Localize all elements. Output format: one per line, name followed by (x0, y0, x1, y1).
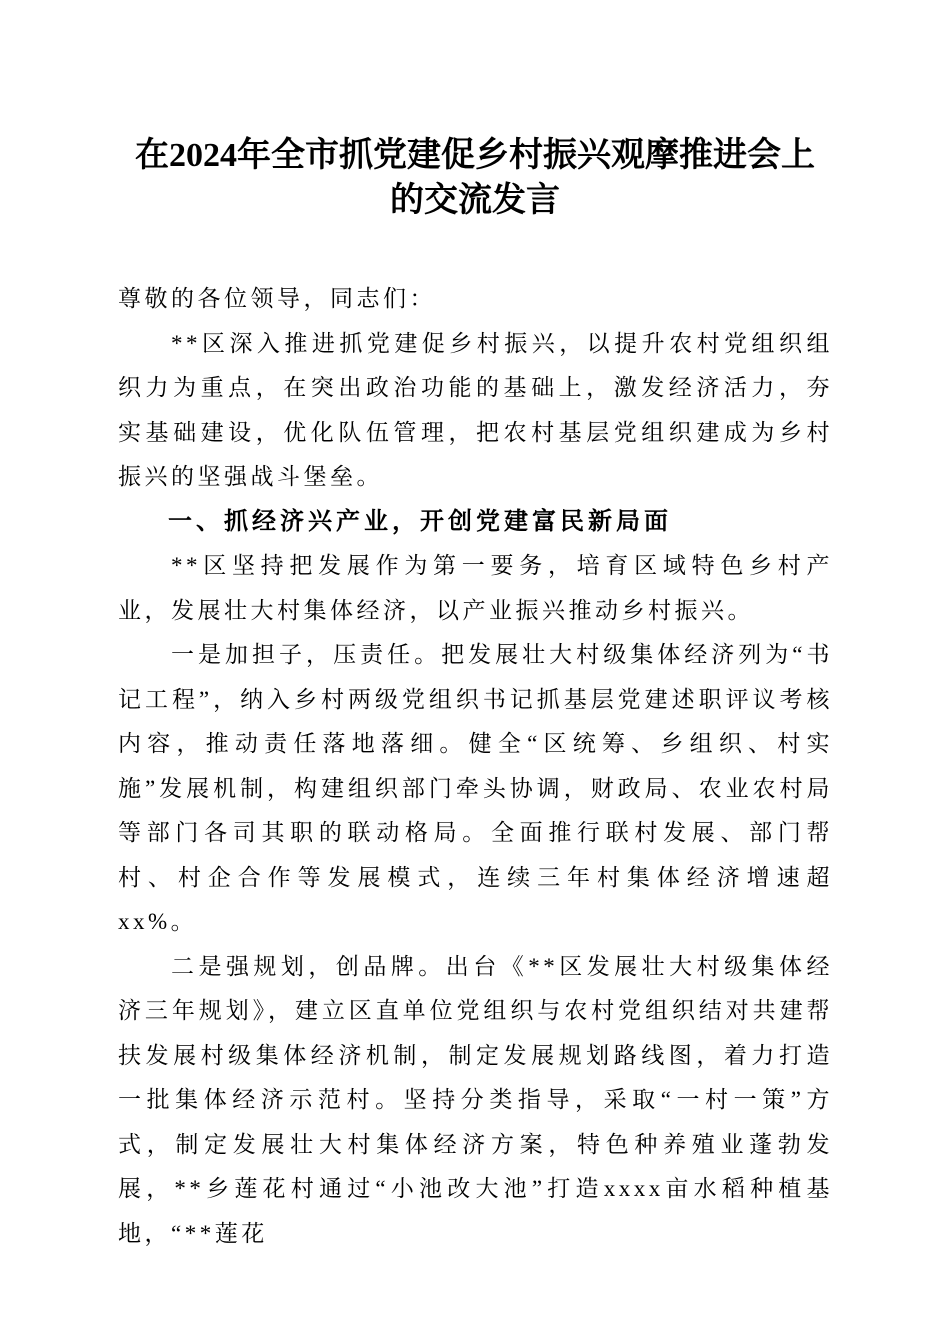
point-1-lead: 一是加担子，压责任。 (171, 642, 442, 667)
point-2-lead: 二是强规划，创品牌。 (171, 953, 446, 979)
point-2-text: 出台《**区发展壮大村级集体经济三年规划》，建立区直单位党组织与农村党组织结对共建帮扶发展村级集体经济机制，制定发展规划路线图，着力打造一批集体经济示范村。坚持分类指导，采取“一村一策”方式，制定发展壮大村集体经济方案，特色种养殖业蓬勃发展，**乡莲花村通过“小池改大池”打造xxxx亩水稻种植基地，“**莲花 (118, 953, 834, 1246)
point-1-paragraph (118, 633, 833, 945)
section1-intro-paragraph: **区坚持把发展作为第一要务，培育区域特色乡村产业，发展壮大村集体经济，以产业振兴推动乡村振兴。 (118, 553, 833, 623)
opening-paragraph: **区深入推进抓党建促乡村振兴，以提升农村党组织组织力为重点，在突出政治功能的基础上，激发经济活力，夯实基础建设，优化队伍管理，把农村基层党组织建成为乡村振兴的坚强战斗堡垒。 (118, 330, 833, 489)
section-heading-1: 一、抓经济兴产业，开创党建富民新局面 (168, 507, 672, 535)
document-title: 在2024年全市抓党建促乡村振兴观摩推进会上的交流发言 (135, 137, 815, 219)
point-2-paragraph (118, 945, 833, 1257)
point-1-text: 把发展壮大村级集体经济列为“书记工程”，纳入乡村两级党组织书记抓基层党建述职评议考核内容，推动责任落地落细。健全“区统筹、乡组织、村实施”发展机制，构建组织部门牵头协调，财政局、农业农村局等部门各司其职的联动格局。全面推行联村发展、部门帮村、村企合作等发展模式，连续三年村集体经济增速超xx%。 (118, 642, 833, 934)
salutation-line: 尊敬的各位领导，同志们： (118, 286, 436, 311)
document-body (118, 277, 833, 1256)
